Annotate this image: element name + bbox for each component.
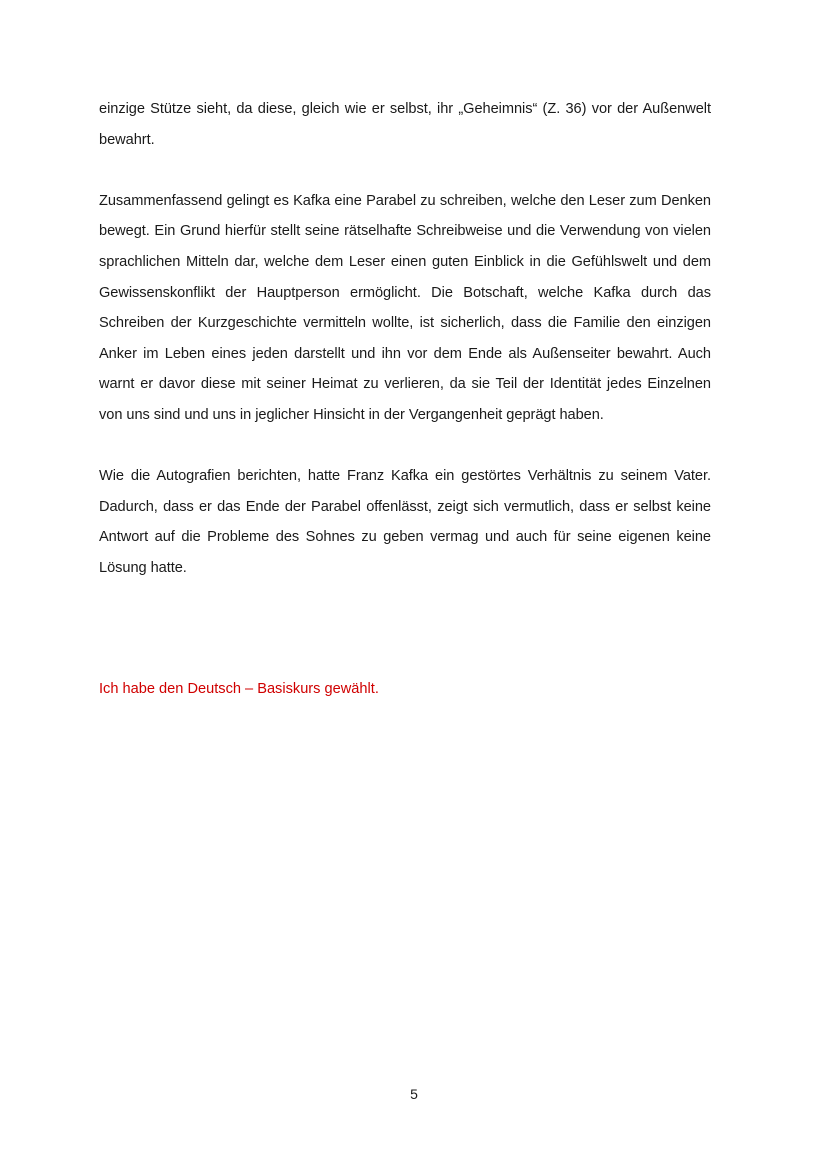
paragraph-summary: Zusammenfassend gelingt es Kafka eine Parabel zu schreiben, welche den Leser zum Denken bewegt. Ein Grund hierfür stellt seine rätselhafte Schreibweise und die Verwendung von vielen sprachlichen Mitteln dar, welche dem Leser einen guten Einblick in die Gefühlswelt und dem Gewissenskonflikt der Hauptperson ermöglicht. Die Botschaft, welche Kafka durch das Schreiben der Kurzgeschichte vermitteln wollte, ist sicherlich, dass die Familie den einzigen Anker im Leben eines jeden darstellt und ihn vor dem Ende als Außenseiter bewahrt. Auch warnt er davor diese mit seiner Heimat zu verlieren, da sie Teil der Identität jedes Einzelnen von uns sind und uns in jeglicher Hinsicht in der Vergangenheit geprägt haben. bbox=[99, 192, 711, 423]
page-number: 5 bbox=[410, 1086, 418, 1102]
paragraph-biography: Wie die Autografien berichten, hatte Franz Kafka ein gestörtes Verhältnis zu seinem Vater. Dadurch, dass er das Ende der Parabel offenlässt, zeigt sich vermutlich, dass er selbst keine Antwort auf die Probleme des Sohnes zu geben vermag und auch für seine eigenen keine Lösung hatte. bbox=[99, 468, 711, 576]
paragraph-continuation: einzige Stütze sieht, da diese, gleich wie er selbst, ihr „Geheimnis“ (Z. 36) vor der Außenwelt bewahrt. bbox=[99, 101, 711, 148]
course-note: Ich habe den Deutsch – Basiskurs gewählt. bbox=[99, 681, 379, 697]
text-body bbox=[99, 94, 711, 584]
